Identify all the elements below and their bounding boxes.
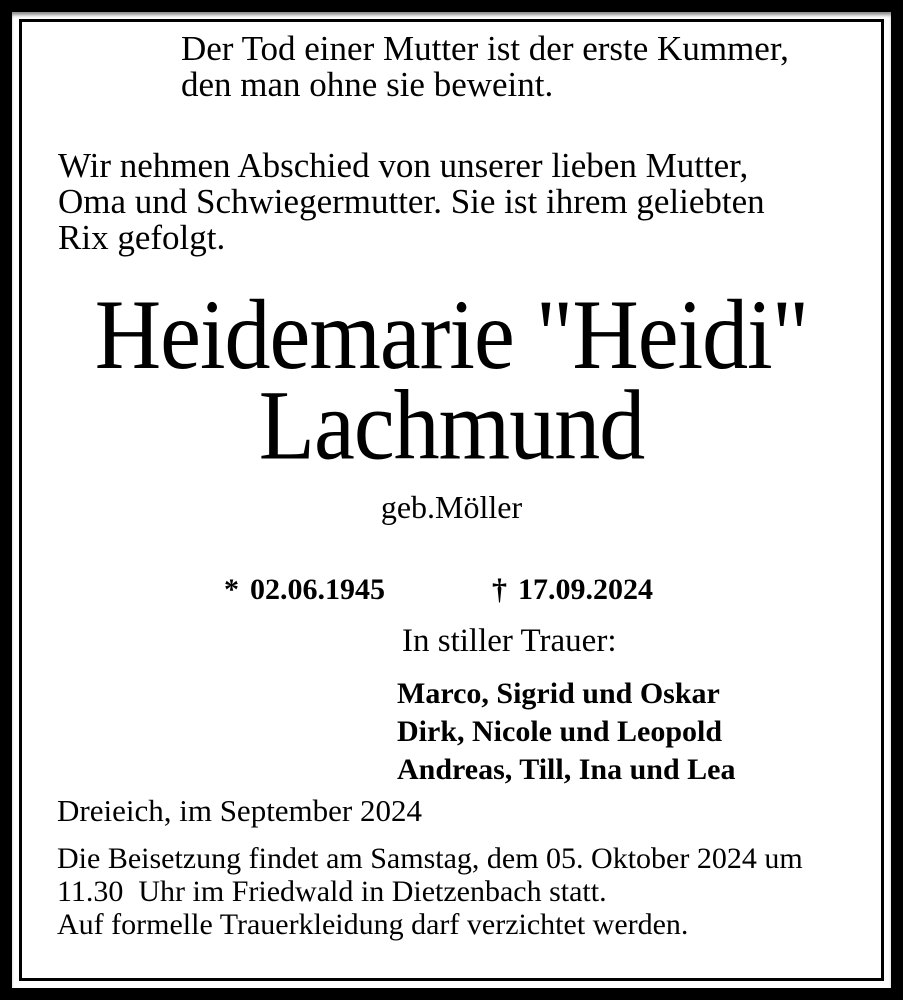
- epigraph-line: den man ohne sie beweint.: [181, 65, 554, 104]
- obituary-content: [22, 22, 881, 978]
- family-line: Andreas, Till, Ina und Lea: [397, 753, 736, 786]
- death-cross-symbol: †: [492, 573, 507, 606]
- funeral-line: Die Beisetzung findet am Samstag, dem 05. Oktober 2024 um: [57, 842, 803, 875]
- farewell-line: Oma und Schwiegermutter. Sie ist ihrem geliebten: [58, 182, 765, 221]
- place-and-date: Dreieich, im September 2024: [57, 793, 423, 828]
- deceased-name: [22, 279, 881, 481]
- birth-star-symbol: *: [224, 573, 239, 606]
- farewell-line: Wir nehmen Abschied von unserer lieben Mutter,: [58, 146, 749, 185]
- death-date-value: 17.09.2024: [518, 573, 653, 606]
- birth-date: [224, 575, 385, 605]
- birth-date-value: 02.06.1945: [250, 573, 385, 606]
- deceased-name-line: Heidemarie "Heidi": [94, 279, 809, 390]
- funeral-line: 11.30 Uhr im Friedwald in Dietzenbach statt.: [57, 875, 607, 908]
- mourning-heading: In stiller Trauer:: [402, 623, 617, 659]
- funeral-line: Auf formelle Trauerkleidung darf verzichtet werden.: [57, 908, 689, 941]
- family-line: Dirk, Nicole und Leopold: [397, 715, 723, 748]
- farewell-line: Rix gefolgt.: [58, 218, 226, 257]
- death-date: [492, 575, 653, 605]
- epigraph-line: Der Tod einer Mutter ist der erste Kummer,: [181, 29, 789, 68]
- funeral-info: [57, 842, 803, 941]
- deceased-name-line: Lachmund: [258, 370, 645, 481]
- mourning-family-list: [397, 675, 735, 789]
- family-line: Marco, Sigrid und Oskar: [397, 677, 720, 710]
- maiden-name: geb.Möller: [380, 489, 523, 525]
- epigraph: [181, 31, 789, 103]
- farewell-paragraph: [58, 148, 765, 256]
